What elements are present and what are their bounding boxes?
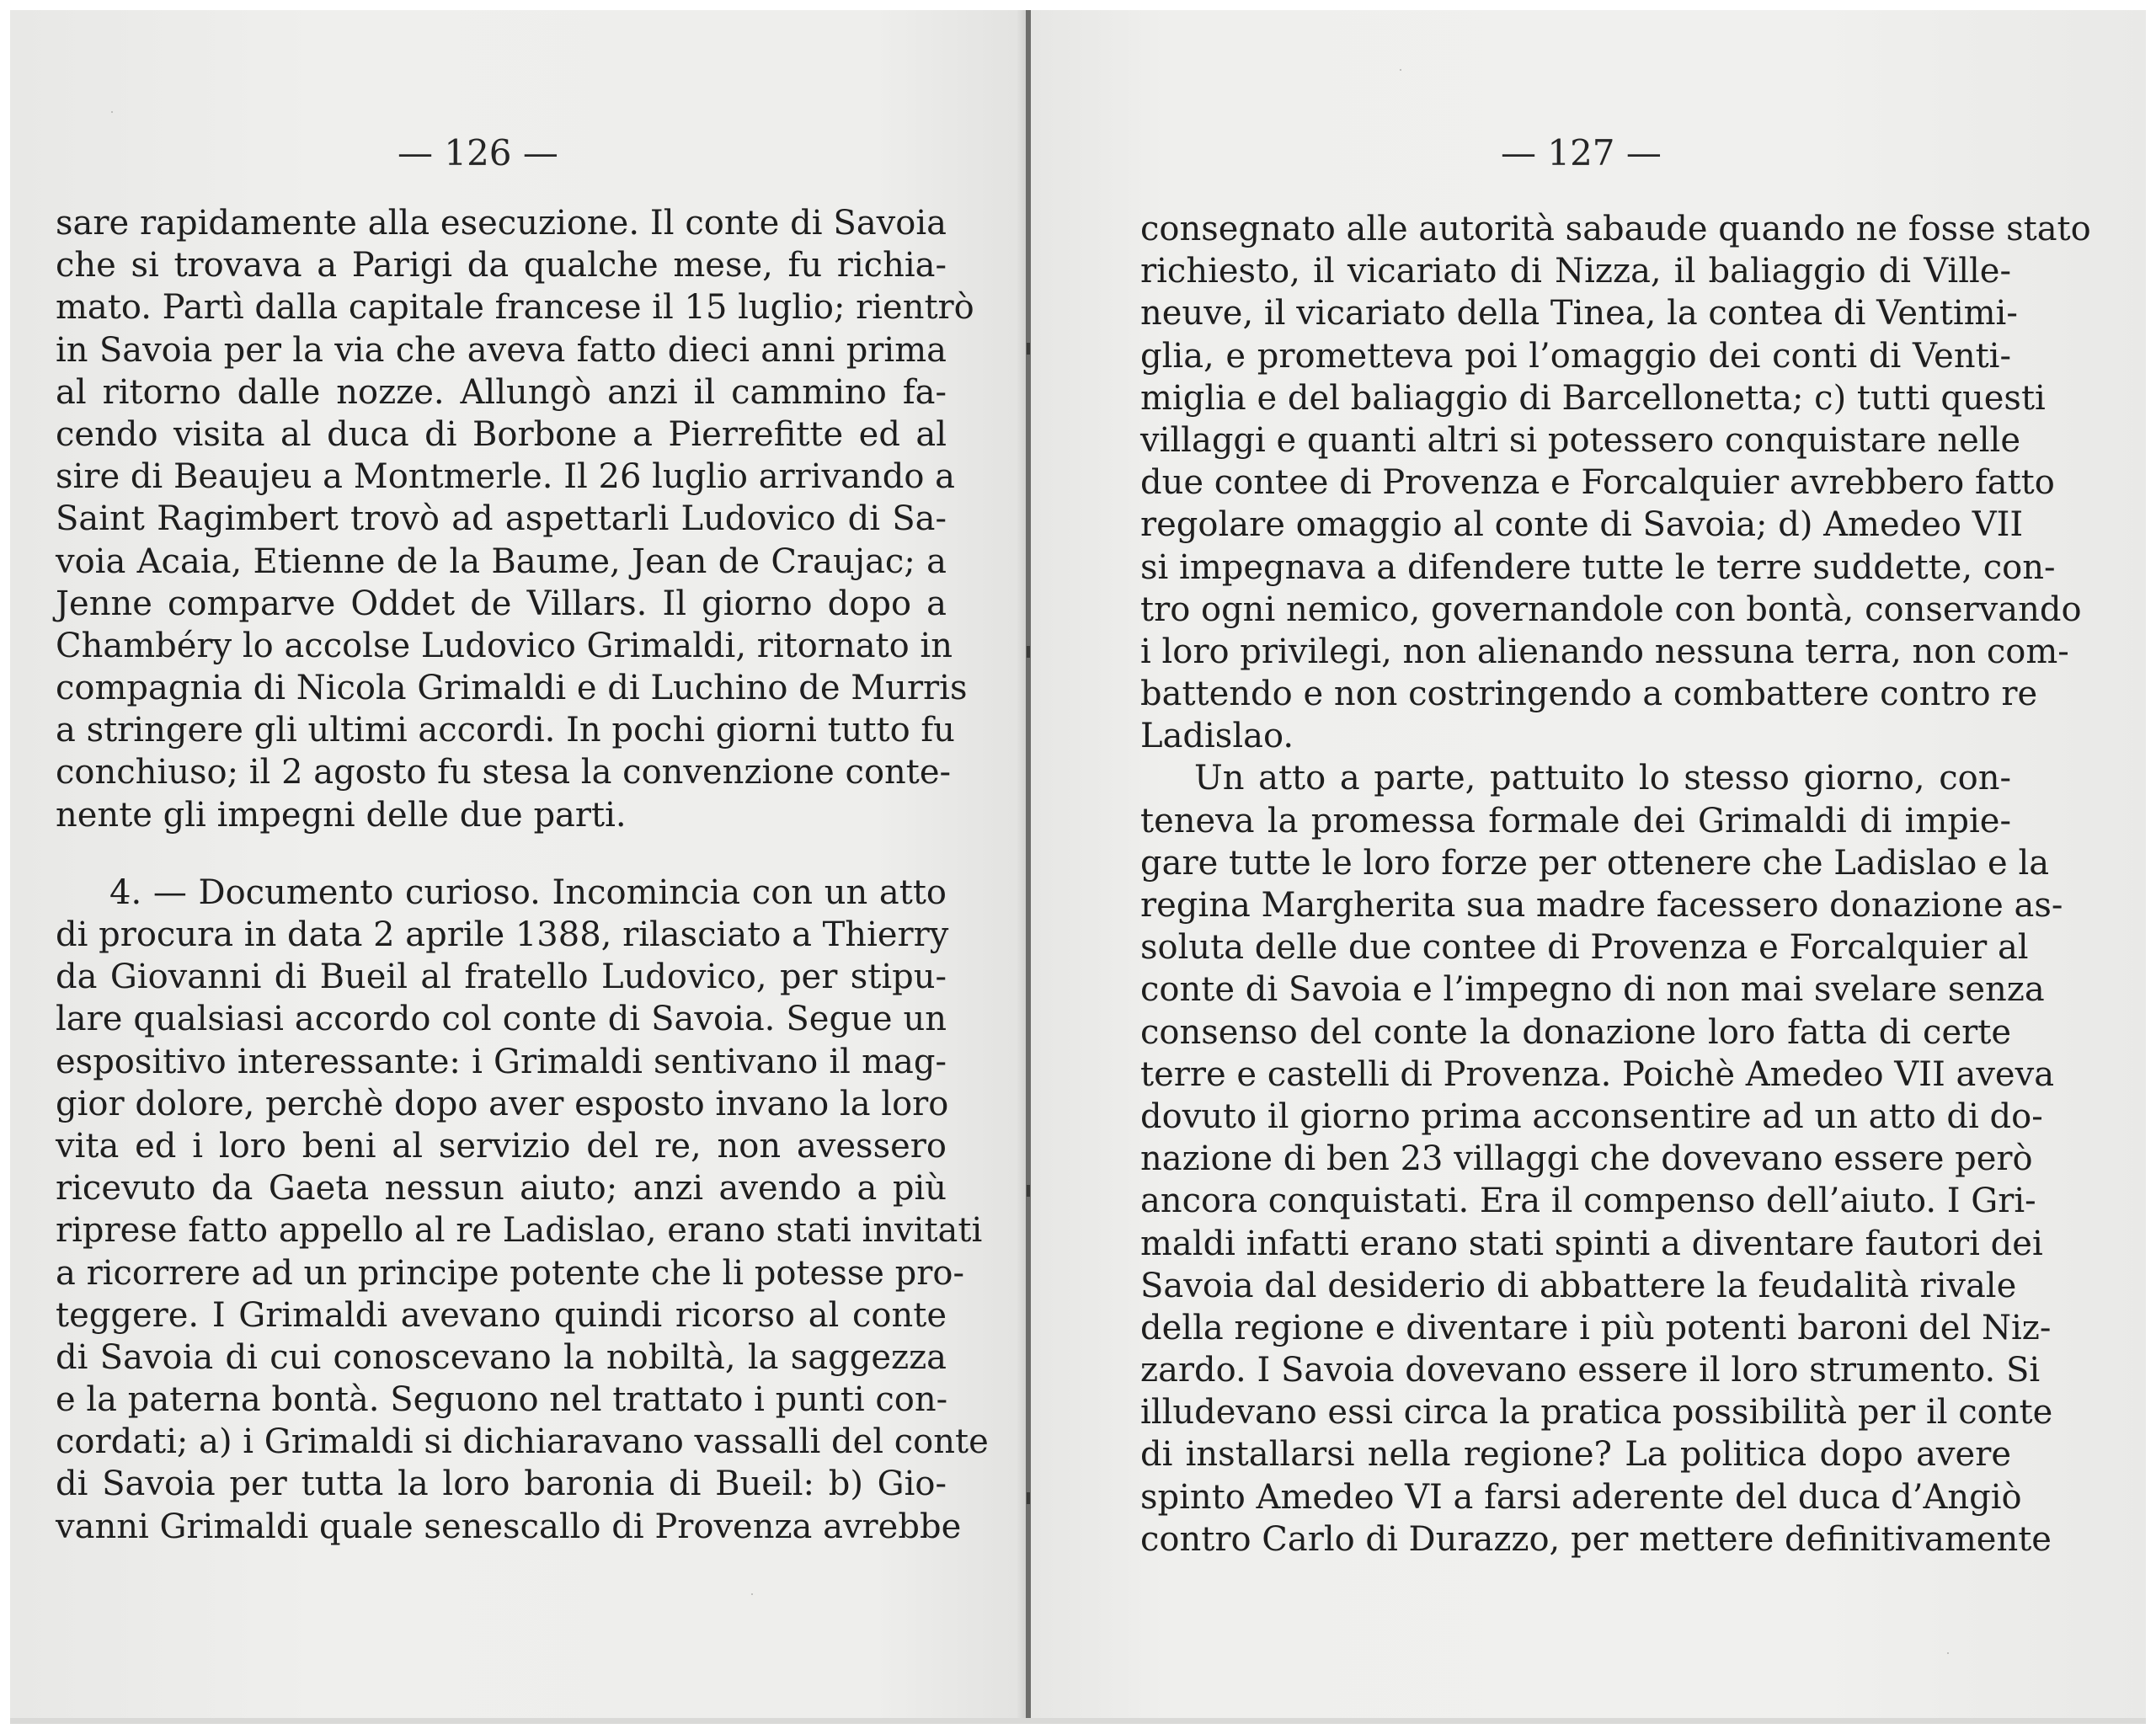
right-page	[1031, 10, 2146, 1724]
paper-speck	[751, 1593, 753, 1595]
text-line: i loro privilegi, non alienando nessuna terra, non com-	[1140, 632, 2069, 671]
text-line: teggere. I Grimaldi avevano quindi ricorso al conte	[56, 1295, 947, 1335]
text-line: a ricorrere ad un principe potente che li potesse pro-	[56, 1253, 964, 1293]
text-line: espositivo interessante: i Grimaldi sentivano il mag-	[56, 1042, 947, 1081]
text-line: che si trovava a Parigi da qualche mese, fu richia-	[56, 246, 947, 285]
text-line: mato. Partì dalla capitale francese il 15 luglio; rientrò	[56, 288, 974, 328]
text-line: cordati; a) i Grimaldi si dichiaravano vassalli del conte	[56, 1422, 989, 1462]
text-line: Jenne comparve Oddet de Villars. Il giorno dopo a	[56, 584, 947, 623]
text-line: da Giovanni di Bueil al fratello Ludovico, per stipu-	[56, 958, 947, 997]
text-line: regolare omaggio al conte di Savoia; d) Amedeo VII	[1140, 505, 2024, 545]
text-line: gior dolore, perchè dopo aver esposto invano la loro	[56, 1084, 949, 1123]
text-line: miglia e del baliaggio di Barcellonetta; c) tutti questi	[1140, 378, 2046, 418]
binding-thread-mark	[1027, 343, 1030, 355]
text-line: consenso del conte la donazione loro fatta di certe	[1140, 1012, 2011, 1052]
text-line: di Savoia per tutta la loro baronia di Bueil: b) Gio-	[56, 1465, 947, 1504]
text-line: in Savoia per la via che aveva fatto dieci anni prima	[56, 330, 947, 370]
text-line: e la paterna bontà. Seguono nel trattato i punti con-	[56, 1380, 948, 1420]
text-line: si impegnava a difendere tutte le terre suddette, con-	[1140, 547, 2056, 587]
text-line: a stringere gli ultimi accordi. In pochi giorni tutto fu	[56, 711, 955, 750]
text-line: spinto Amedeo VI a farsi aderente del duca d’Angiò	[1140, 1477, 2022, 1517]
book-spread	[10, 10, 2146, 1724]
text-line: glia, e prometteva poi l’omaggio dei conti di Venti-	[1140, 336, 2011, 376]
text-line: al ritorno dalle nozze. Allungò anzi il cammino fa-	[56, 372, 947, 412]
text-line: voia Acaia, Etienne de la Baume, Jean de Craujac; a	[56, 542, 947, 581]
binding-thread-mark	[1027, 1492, 1030, 1504]
text-line: conchiuso; il 2 agosto fu stesa la convenzione conte-	[56, 753, 952, 792]
text-line: zardo. I Savoia dovevano essere il loro strumento. Si	[1140, 1351, 2041, 1390]
binding-thread-mark	[1027, 646, 1030, 658]
text-line: Savoia dal desiderio di abbattere la feudalità rivale	[1140, 1266, 2017, 1305]
binding-thread-mark	[1027, 1185, 1030, 1197]
left-page	[10, 10, 1026, 1724]
text-line: due contee di Provenza e Forcalquier avrebbero fatto	[1140, 463, 2055, 503]
text-line: 4. — Documento curioso. Incomincia con un atto	[109, 872, 947, 912]
text-line: dovuto il giorno prima acconsentire ad un atto di do-	[1140, 1096, 2043, 1136]
text-line: teneva la promessa formale dei Grimaldi di impie-	[1140, 801, 2011, 840]
text-line: maldi infatti erano stati spinti a diventare fautori dei	[1140, 1224, 2043, 1263]
text-line: di procura in data 2 aprile 1388, rilasciato a Thierry	[56, 915, 949, 954]
text-line: consegnato alle autorità sabaude quando ne fosse stato	[1140, 210, 2091, 248]
text-line: vita ed i loro beni al servizio del re, non avessero	[56, 1126, 947, 1166]
text-line: contro Carlo di Durazzo, per mettere definitivamente	[1140, 1519, 2052, 1559]
text-line: Un atto a parte, pattuito lo stesso giorno, con-	[1194, 759, 2011, 798]
text-line: neuve, il vicariato della Tinea, la contea di Ventimi-	[1140, 294, 2018, 333]
text-line: nazione di ben 23 villaggi che dovevano essere però	[1140, 1139, 2033, 1179]
text-line: riprese fatto appello al re Ladislao, erano stati invitati	[56, 1211, 983, 1251]
page-number-left: — 126 —	[398, 132, 558, 173]
text-line: battendo e non costringendo a combattere contro re	[1140, 675, 2038, 714]
text-line: nente gli impegni delle due parti.	[56, 795, 627, 835]
gutter-shadow	[1017, 10, 1026, 1724]
text-line: vanni Grimaldi quale senescallo di Provenza avrebbe	[56, 1507, 962, 1546]
text-line: richiesto, il vicariato di Nizza, il baliaggio di Ville-	[1140, 252, 2011, 291]
text-line: terre e castelli di Provenza. Poichè Amedeo VII aveva	[1140, 1054, 2055, 1094]
right-page-text	[1140, 208, 2091, 1561]
text-line: illudevano essi circa la pratica possibilità per il conte	[1140, 1393, 2053, 1433]
text-line: di installarsi nella regione? La politica dopo avere	[1140, 1435, 2011, 1475]
paper-speck	[1400, 69, 1401, 71]
text-line: lare qualsiasi accordo col conte di Savoia. Segue un	[56, 1000, 947, 1039]
text-line: Ladislao.	[1140, 717, 1294, 756]
paper-speck	[1947, 1652, 1949, 1654]
text-line: ancora conquistati. Era il compenso dell’aiuto. I Gri-	[1140, 1182, 2036, 1221]
text-line: della regione e diventare i più potenti baroni del Niz-	[1140, 1308, 2052, 1347]
text-line: gare tutte le loro forze per ottenere che Ladislao e la	[1140, 843, 2050, 883]
left-page-text	[56, 202, 989, 1548]
paper-speck	[111, 111, 113, 113]
text-line: Chambéry lo accolse Ludovico Grimaldi, ritornato in	[56, 626, 953, 665]
text-line: soluta delle due contee di Provenza e Forcalquier al	[1140, 928, 2029, 968]
text-line: regina Margherita sua madre facessero donazione as-	[1140, 886, 2063, 925]
text-line: tro ogni nemico, governandole con bontà, conservando	[1140, 590, 2082, 629]
text-line: compagnia di Nicola Grimaldi e di Luchino de Murris	[56, 669, 968, 708]
text-line: di Savoia di cui conoscevano la nobiltà, la saggezza	[56, 1337, 947, 1377]
text-line: cendo visita al duca di Borbone a Pierrefitte ed al	[56, 414, 947, 454]
text-line: conte di Savoia e l’impegno di non mai svelare senza	[1140, 970, 2045, 1010]
page-number-right: — 127 —	[1501, 132, 1662, 173]
page-bottom-edge	[10, 1718, 2146, 1724]
text-line: ricevuto da Gaeta nessun aiuto; anzi avendo a più	[56, 1169, 947, 1208]
text-line: Saint Ragimbert trovò ad aspettarli Ludovico di Sa-	[56, 499, 947, 539]
text-line: sire di Beaujeu a Montmerle. Il 26 luglio arrivando a	[56, 457, 956, 497]
text-line: villaggi e quanti altri si potessero conquistare nelle	[1140, 420, 2020, 460]
text-line: sare rapidamente alla esecuzione. Il conte di Savoia	[56, 204, 947, 243]
